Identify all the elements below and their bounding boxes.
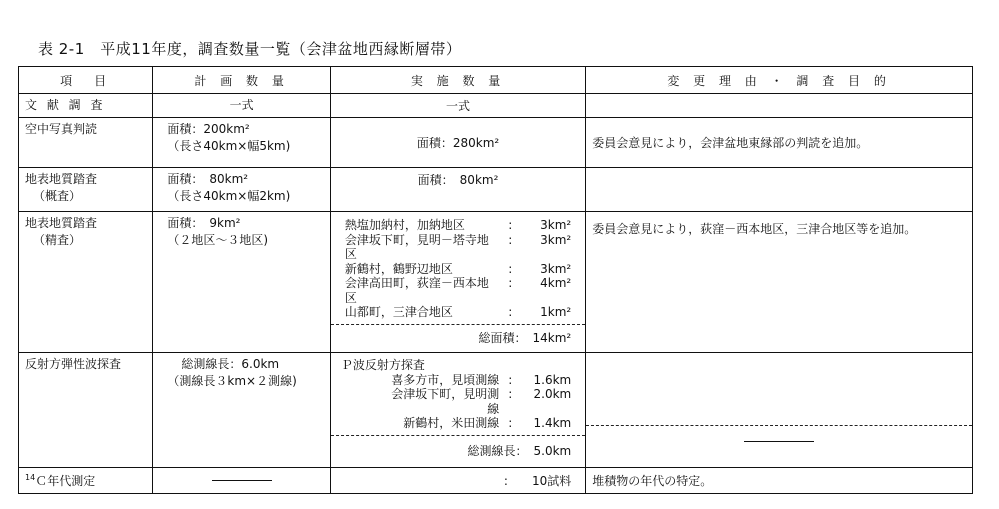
reason-cell: 委員会意見により，会津盆地東縁部の判読を追加。 bbox=[586, 118, 973, 168]
list-item: 喜多方市，見頃測線 : 1.6km bbox=[391, 372, 572, 387]
reason-cell: 堆積物の年代の特定。 bbox=[586, 467, 973, 493]
table-row bbox=[19, 467, 973, 493]
actual-heading: Ｐ波反射方探査 bbox=[340, 357, 425, 372]
list-item: 新鶴村，鶴野辺地区 : 3km² bbox=[344, 261, 572, 276]
table-row bbox=[19, 168, 973, 212]
plan-cell: 面積： 80km² （長さ40km×幅2km) bbox=[153, 168, 330, 212]
plan-cell bbox=[153, 467, 330, 493]
header-item: 項 目 bbox=[19, 67, 153, 94]
reason-cell: 委員会意見により，荻窪－西本地区，三津合地区等を追加。 bbox=[586, 212, 973, 353]
survey-quantity-table bbox=[18, 66, 973, 494]
dash-mark bbox=[212, 480, 272, 481]
header-plan: 計 画 数 量 bbox=[153, 67, 330, 94]
table-row bbox=[19, 352, 973, 467]
plan-cell: 面積： 9km² （２地区～３地区) bbox=[153, 212, 330, 353]
table-caption: 表 2-1 平成11年度，調査数量一覧（会津盆地西縁断層帯） bbox=[38, 40, 462, 58]
reason-cell bbox=[586, 352, 973, 467]
actual-total: 総面積： 14km² bbox=[331, 324, 585, 352]
list-item: 熱塩加納村，加納地区 : 3km² bbox=[344, 218, 572, 232]
actual-total: 総測線長： 5.0km bbox=[331, 435, 585, 467]
actual-cell: 一式 bbox=[330, 94, 585, 118]
list-item: 会津坂下町，見明測線 : 2.0km bbox=[391, 387, 572, 416]
actual-cell: : 10試料 bbox=[330, 467, 585, 493]
dash-mark bbox=[744, 441, 814, 442]
list-item: 山都町，三津合地区 : 1km² bbox=[344, 305, 572, 319]
header-row bbox=[19, 67, 973, 94]
table-row bbox=[19, 212, 973, 353]
list-item: 会津坂下町，見明－塔寺地区 : 3km² bbox=[344, 232, 572, 261]
reason-placeholder bbox=[586, 425, 972, 456]
plan-cell: 一式 bbox=[153, 94, 330, 118]
list-item: 新鶴村，米田測線 : 1.4km bbox=[403, 416, 572, 430]
actual-cell bbox=[330, 352, 585, 467]
plan-cell: 総測線長：6.0km （測線長３km×２測線) bbox=[153, 352, 330, 467]
item-cell: 地表地質踏査 （概査） bbox=[19, 168, 153, 212]
table-row bbox=[19, 94, 973, 118]
item-cell: $^{14}$Ｃ年代測定 bbox=[19, 467, 153, 493]
item-cell: 地表地質踏査 （精査） bbox=[19, 212, 153, 353]
plan-cell: 面積：200km² （長さ40km×幅5km) bbox=[153, 118, 330, 168]
table-row bbox=[19, 118, 973, 168]
list-item: 会津高田町，荻窪－西本地区 : 4km² bbox=[344, 276, 572, 305]
item-cell: 空中写真判読 bbox=[19, 118, 153, 168]
header-reason: 変 更 理 由 ・ 調 査 目 的 bbox=[586, 67, 973, 94]
actual-cell: 面積：280km² bbox=[330, 118, 585, 168]
item-cell: 反射方弾性波探査 bbox=[19, 352, 153, 467]
actual-cell: 面積： 80km² bbox=[330, 168, 585, 212]
header-actual: 実 施 数 量 bbox=[330, 67, 585, 94]
actual-cell bbox=[330, 212, 585, 353]
item-cell: 文 献 調 査 bbox=[19, 94, 153, 118]
reason-cell bbox=[586, 168, 973, 212]
reason-cell bbox=[586, 94, 973, 118]
